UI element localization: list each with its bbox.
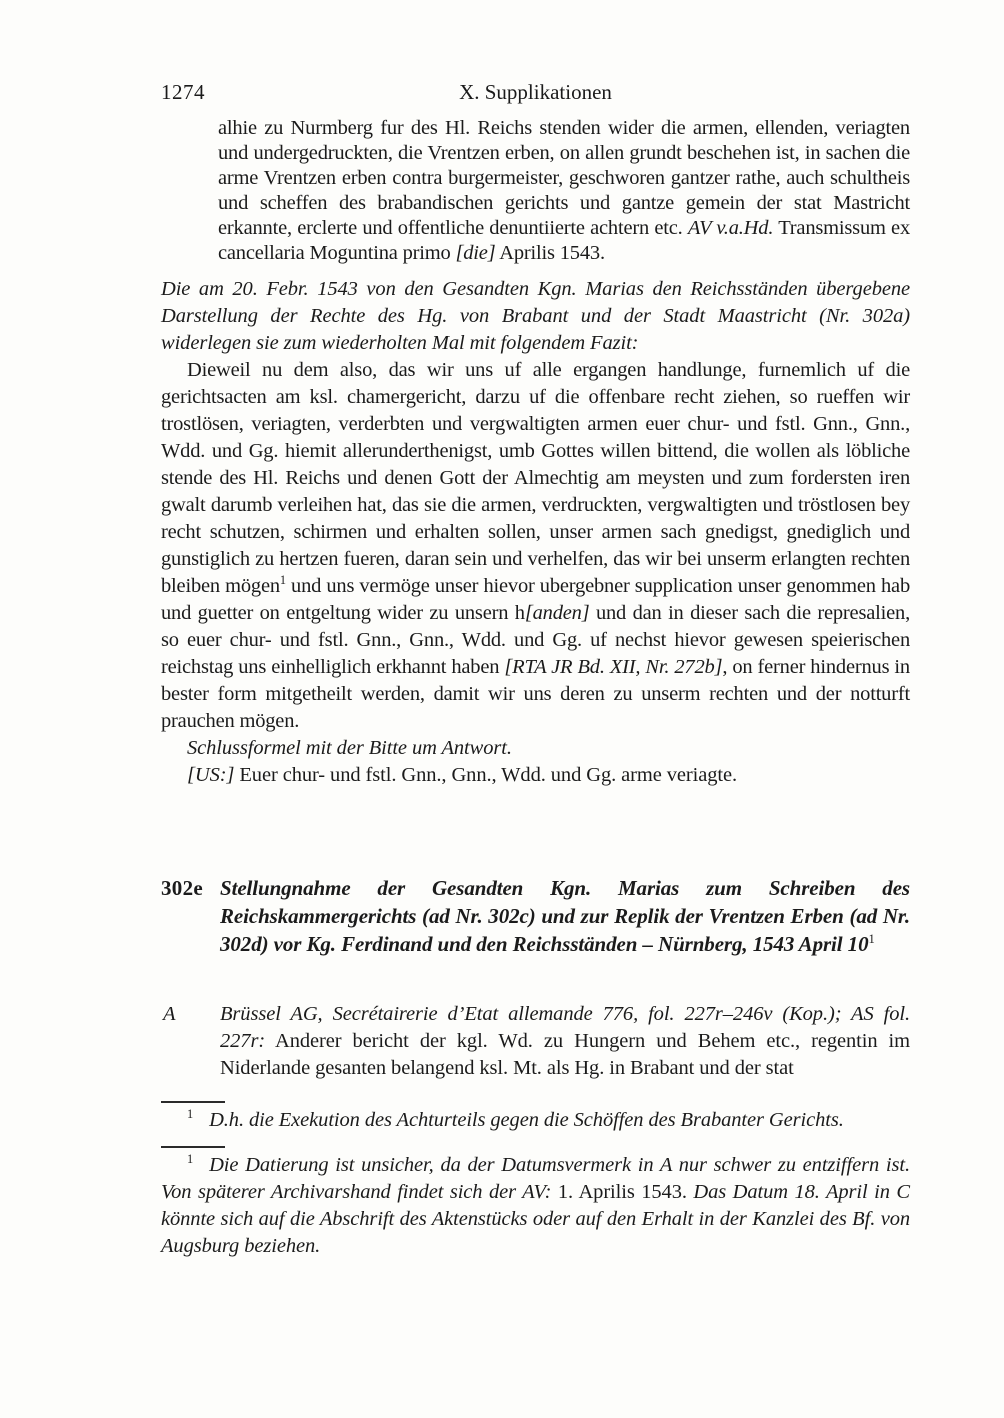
text-segment: und dan in dieser sach die represalien, so euer chur- und fstl. Gnn., Gnn., Wdd. und Gg. uf nechst hievor gewesen speierischen reichstag uns einhelliglich erkhannt haben <box>161 602 910 678</box>
editorial-insertion: [anden] <box>524 602 590 624</box>
footnote-date-segment: 1. Aprilis 1543. <box>557 1181 687 1203</box>
footnote-label: 1 <box>187 1152 194 1167</box>
footnote-text: D.h. die Exekution des Achturteils gegen die Schöffen des Brabanter Gerichts. <box>209 1109 844 1131</box>
document-title: Stellungnahme der Gesandten Kgn. Marias zum Schreiben des Reichskammergerichts (ad Nr. 302c) und zur Replik der Vrentzen Erben (ad Nr. 302d) vor Kg. Ferdinand und den Reichsständen – Nürnberg, 1543 April 10 <box>220 876 910 956</box>
source-archive-segment: Brüssel AG, Secrétairerie d’Etat allemande 776, fol. 227r–246v (Kop.); AS fol. 227r: <box>220 1003 910 1052</box>
text-segment: , on ferner hindernus in bester form mitgetheilt werden, damit wir uns deren zu unserm rechten und der notturft prauchen mögen. <box>161 656 910 732</box>
petit-continuation-paragraph <box>218 116 910 266</box>
footnote-ref-1: 1 <box>279 573 286 588</box>
text-block <box>161 116 910 789</box>
page-number: 1274 <box>161 80 205 104</box>
text-segment: Transmissum ex cancellaria Moguntina primo <box>218 217 910 264</box>
footnote-text: Die Datierung ist unsicher, da der Datumsvermerk in A nur schwer zu entziffern ist. Von späterer Archivarshand findet sich der AV: <box>161 1154 910 1203</box>
source-paragraph <box>161 1001 910 1082</box>
footnote-item-2 <box>161 1152 910 1260</box>
document-number: 302e <box>161 876 204 900</box>
archive-note-segment: AV v.a.Hd. <box>687 217 774 239</box>
footnote-text: Das Datum 18. April in C könnte sich auf die Abschrift des Aktenstücks oder auf den Erhalt in der Kanzlei des Bf. von Augsburg beziehen. <box>161 1181 910 1257</box>
regest-text: Die am 20. Febr. 1543 von den Gesandten Kgn. Marias den Reichsständen übergebene Darstellung der Rechte des Hg. von Brabant und der Stadt Maastricht (Nr. 302a) widerlegen sie zum wiederholten Mal mit folgendem Fazit: <box>161 278 910 354</box>
text-segment: Aprilis 1543. <box>495 242 605 264</box>
footnote-rule <box>161 1101 225 1103</box>
document-heading <box>161 874 910 958</box>
footnote-rule <box>161 1146 225 1148</box>
editorial-insertion: [die] <box>455 242 496 264</box>
closing-formula-line <box>161 735 910 762</box>
edition-reference: [RTA JR Bd. XII, Nr. 272b] <box>504 656 723 678</box>
signature-line <box>161 762 910 789</box>
signature-marker: [US:] <box>187 764 235 786</box>
text-segment: alhie zu Nurmberg fur des Hl. Reichs stenden wider die armen, ellenden, veriagten und undergedruckten, die Vrentzen erben, on allen grundt beschehen ist, in sachen die arme Vrentzen erben contra burgermeister, geschworen gantzer rathe, auch schultheis und scheffen des brabandischen gerichts und gantze gemein der stat Mastricht erkannte, erclerte und offentliche denuntiierte achtern etc. <box>218 117 910 239</box>
closing-text: Schlussformel mit der Bitte um Antwort. <box>187 737 512 759</box>
running-head: X. Supplikationen <box>459 80 612 104</box>
source-text-segment: Anderer bericht der kgl. Wd. zu Hungern und Behem etc., regentin im Niderlande gesanten belangend ksl. Mt. als Hg. in Brabant und der stat <box>220 1030 910 1079</box>
footnote-item-1 <box>161 1107 910 1134</box>
siglum-a: A <box>163 1003 176 1025</box>
signature-text: Euer chur- und fstl. Gnn., Gnn., Wdd. und Gg. arme veriagte. <box>234 764 737 786</box>
regest-paragraph <box>161 276 910 357</box>
main-paragraph <box>161 357 910 735</box>
footnotes-area <box>161 1101 910 1260</box>
page-header <box>161 80 910 104</box>
heading-footnote-ref: 1 <box>868 932 875 946</box>
footnote-label: 1 <box>187 1107 194 1122</box>
text-segment: Dieweil nu dem also, das wir uns uf alle ergangen handlunge, furnemlich uf die gerichtsacten am ksl. chamergericht, darzu uf die offenbare recht ziehen, so rueffen wir trostlösen, veriagten, verderbten und vergwaltigten armen euer chur- und fstl. Gnn., Gnn., Wdd. und Gg. hiemit allerunderthenigst, umb Gottes willen bittend, die wollen als löbliche stende des Hl. Reichs und denen Gott der Almechtig am meysten und zum fordersten iren gwalt darumb verleihen hat, das sie die armen, verdruckten, vergwaltigten und tröstlosen bey recht schutzen, schirmen und erhalten sollen, unser armen sach gnedigst, gnediglich und gunstiglich zu hertzen fueren, daran sein und verhelfen, das wir bei unserm erlangten rechten bleiben mögen <box>161 359 910 597</box>
text-segment: und uns vermöge unser hievor ubergebner supplication unser genommen hab und guetter on entgeltung wider zu unsern h <box>161 575 910 624</box>
